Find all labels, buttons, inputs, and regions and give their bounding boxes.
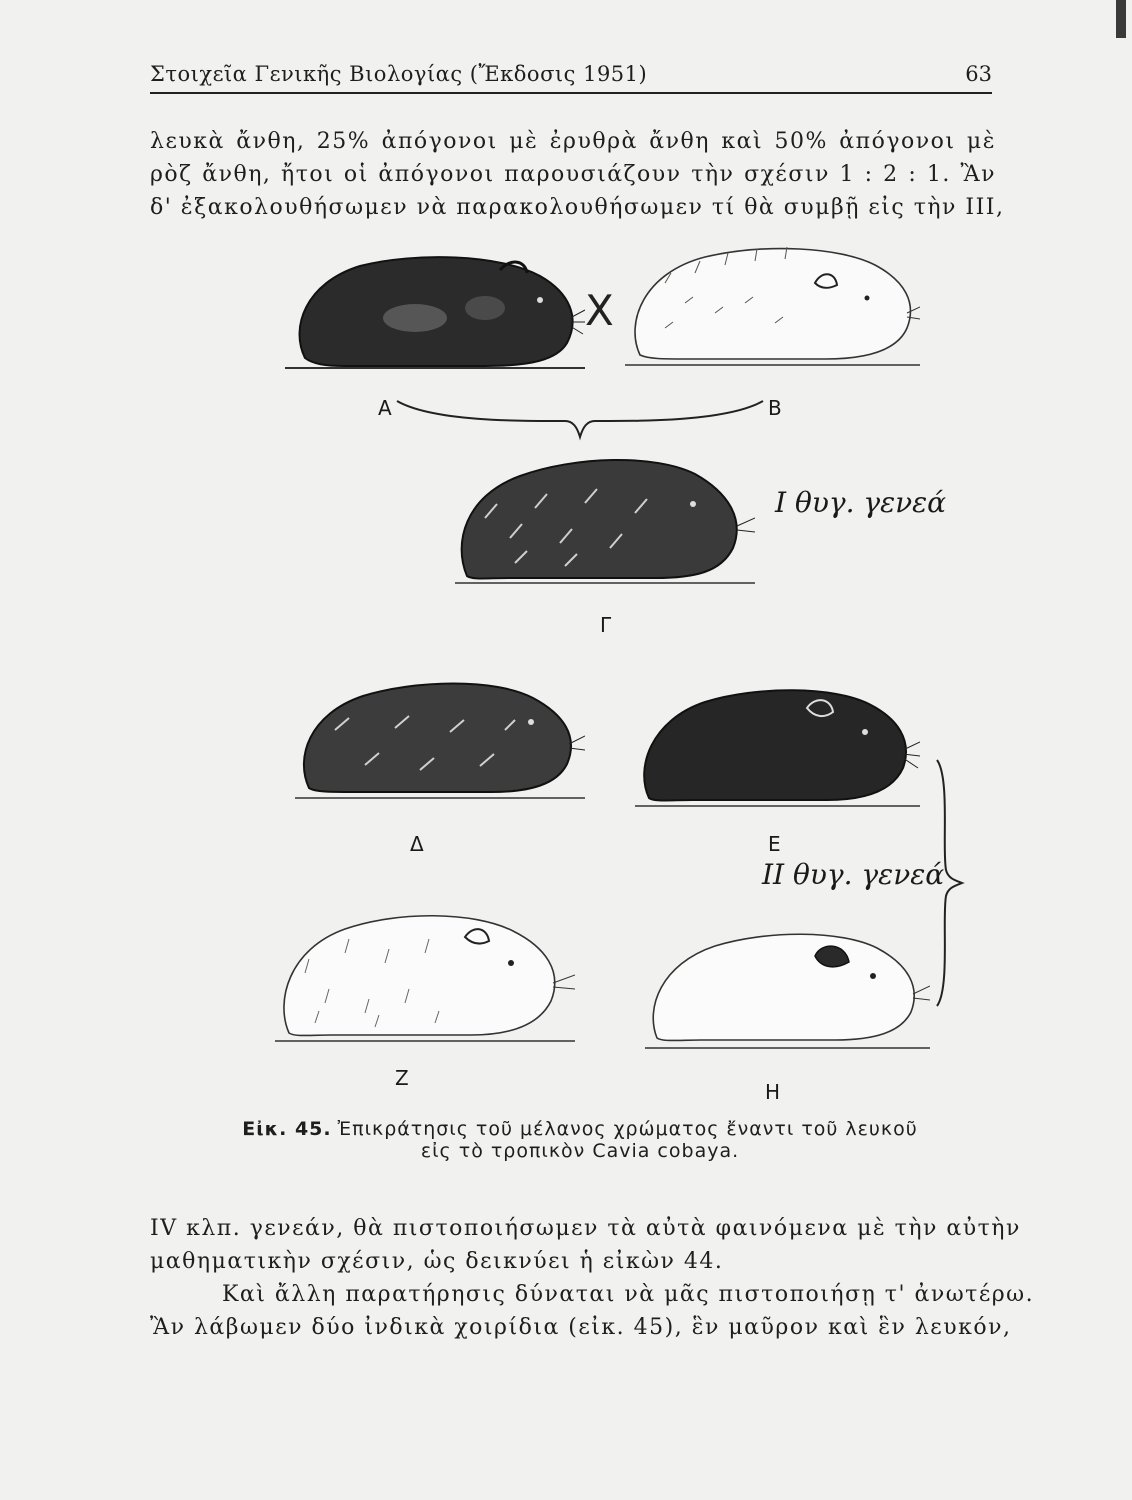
bottom-paragraph [150, 1212, 1035, 1344]
label-d: Δ [410, 832, 424, 856]
label-h: Η [765, 1080, 781, 1104]
text-line: δ' ἐξακολουθήσωμεν νὰ παρακολουθήσωμεν τί θὰ συμβῇ εἰς τὴν ΙΙΙ, [150, 195, 1005, 220]
cross-symbol: X [585, 286, 614, 335]
label-z: Ζ [395, 1066, 409, 1090]
guinea-pig-e-black [635, 678, 920, 818]
gen2-brace [932, 758, 972, 1008]
running-head [150, 60, 992, 94]
caption-number: Εἰκ. 45. [242, 1118, 332, 1140]
figure-45 [230, 238, 970, 1118]
gen1-label: Ι θυγ. γενεά [775, 486, 947, 519]
running-head-title: Στοιχεῖα Γενικῆς Βιολογίας (Ἔκδοσις 1951) [150, 62, 648, 86]
top-paragraph [150, 125, 1005, 224]
guinea-pig-d [295, 670, 585, 810]
guinea-pig-g-hybrid [455, 448, 755, 598]
label-e: Ε [768, 832, 781, 856]
caption-line-1: Ἐπικράτησις τοῦ μέλανος χρώματος ἔναντι τοῦ λευκοῦ [337, 1118, 918, 1140]
figure-caption [180, 1118, 980, 1162]
text-line: ρὸζ ἄνθη, ἤτοι οἱ ἀπόγονοι παρουσιάζουν τὴν σχέσιν 1 : 2 : 1. Ἂν [150, 162, 996, 187]
label-g: Γ [600, 613, 612, 637]
guinea-pig-h-white [645, 926, 930, 1061]
text-line: ΙV κλπ. γενεάν, θὰ πιστοποιήσωμεν τὰ αὐτὰ φαινόμενα μὲ τὴν αὐτὴν [150, 1216, 1021, 1241]
text-line: Ἂν λάβωμεν δύο ἰνδικὰ χοιρίδια (εἰκ. 45), ἓν μαῦρον καὶ ἓν λευκόν, [150, 1315, 1012, 1340]
guinea-pig-b-white [625, 243, 920, 378]
text-line: μαθηματικὴν σχέσιν, ὡς δεικνύει ἡ εἰκὼν 44. [150, 1249, 724, 1274]
guinea-pig-a-black [285, 248, 585, 383]
cross-brace [395, 393, 765, 443]
page-edge-mark [1116, 0, 1126, 38]
label-b: Β [768, 396, 782, 420]
caption-line-2: εἰς τὸ τροπικὸν Cavia cobaya. [420, 1140, 740, 1162]
text-line: Καὶ ἄλλη παρατήρησις δύναται νὰ μᾶς πιστοποιήσῃ τ' ἀνωτέρω. [222, 1282, 1035, 1307]
label-a: Α [378, 396, 392, 420]
text-line: λευκὰ ἄνθη, 25% ἀπόγονοι μὲ ἐρυθρὰ ἄνθη καὶ 50% ἀπόγονοι μὲ [150, 129, 996, 154]
page-number: 63 [965, 62, 992, 86]
gen2-label: ΙΙ θυγ. γενεά [762, 858, 945, 891]
guinea-pig-z-white [275, 903, 575, 1053]
